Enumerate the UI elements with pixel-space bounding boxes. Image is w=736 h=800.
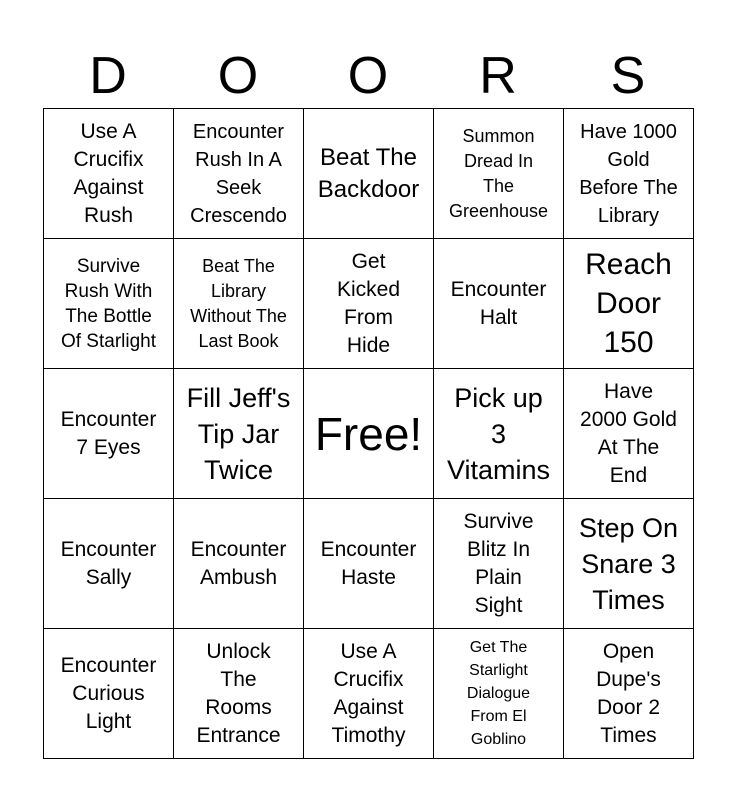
- header-letter-o-2: O: [347, 47, 389, 105]
- cell-text: Beat The Library Without The Last Book: [190, 255, 287, 351]
- cell-text: Encounter Rush In A Seek Crescendo: [190, 120, 287, 227]
- bingo-cell-r2c3[interactable]: [304, 239, 434, 369]
- cell-text: Encounter Sally: [60, 537, 157, 589]
- cell-text: Open Dupe's Door 2 Times: [596, 639, 661, 747]
- cell-text: Encounter Halt: [450, 277, 547, 329]
- cell-text: Encounter Curious Light: [60, 653, 157, 733]
- cell-text: Get The Starlight Dialogue From El Goblino: [466, 639, 531, 748]
- header-letter-r: R: [479, 47, 517, 105]
- cell-text: Pick up 3 Vitamins: [446, 382, 551, 485]
- bingo-cell-r2c5[interactable]: [564, 239, 694, 369]
- bingo-cell-r1c3[interactable]: [304, 109, 434, 239]
- bingo-cell-r3c5[interactable]: [564, 369, 694, 499]
- cell-text: Survive Blitz In Plain Sight: [463, 509, 534, 617]
- bingo-cell-r2c1[interactable]: [44, 239, 174, 369]
- cell-text: Step On Snare 3 Times: [578, 512, 679, 615]
- bingo-cell-r5c3[interactable]: [304, 629, 434, 759]
- cell-text: Get Kicked From Hide: [336, 249, 401, 357]
- header-letter-d: D: [89, 47, 127, 105]
- cell-text: Reach Door 150: [585, 248, 672, 359]
- bingo-cell-r3c1[interactable]: [44, 369, 174, 499]
- bingo-cell-r2c2[interactable]: [174, 239, 304, 369]
- bingo-cell-r5c2[interactable]: [174, 629, 304, 759]
- bingo-cell-r3c2[interactable]: [174, 369, 304, 499]
- bingo-cell-r2c4[interactable]: [434, 239, 564, 369]
- cell-text: Fill Jeff's Tip Jar Twice: [186, 382, 291, 485]
- bingo-cell-r4c5[interactable]: [564, 499, 694, 629]
- free-space: Free!: [314, 407, 423, 460]
- bingo-cell-r4c4[interactable]: [434, 499, 564, 629]
- cell-text: Encounter Ambush: [190, 537, 287, 589]
- bingo-cell-r5c5[interactable]: [564, 629, 694, 759]
- bingo-cell-r5c1[interactable]: [44, 629, 174, 759]
- cell-text: Unlock The Rooms Entrance: [196, 639, 281, 747]
- bingo-cell-r1c2[interactable]: [174, 109, 304, 239]
- header-letter-s: S: [610, 47, 646, 105]
- cell-text: Encounter Haste: [320, 537, 417, 589]
- cell-text: Use A Crucifix Against Timothy: [331, 639, 406, 747]
- bingo-cell-r3c4[interactable]: [434, 369, 564, 499]
- cell-text: Survive Rush With The Bottle Of Starlight: [60, 255, 157, 352]
- cell-text: Beat The Backdoor: [317, 143, 420, 203]
- bingo-cell-r4c3[interactable]: [304, 499, 434, 629]
- bingo-cell-r5c4[interactable]: [434, 629, 564, 759]
- cell-text: Have 1000 Gold Before The Library: [579, 120, 678, 227]
- bingo-header: [43, 44, 693, 108]
- bingo-cell-r1c4[interactable]: [434, 109, 564, 239]
- bingo-cell-r1c1[interactable]: [44, 109, 174, 239]
- header-letter-o-1: O: [217, 47, 259, 105]
- bingo-cell-r3c3[interactable]: [304, 369, 434, 499]
- cell-text: Use A Crucifix Against Rush: [73, 119, 144, 227]
- cell-text: Summon Dread In The Greenhouse: [448, 125, 549, 221]
- cell-text: Have 2000 Gold At The End: [580, 379, 677, 487]
- cell-text: Encounter 7 Eyes: [60, 407, 157, 459]
- bingo-cell-r4c1[interactable]: [44, 499, 174, 629]
- bingo-cell-r1c5[interactable]: [564, 109, 694, 239]
- bingo-cell-r4c2[interactable]: [174, 499, 304, 629]
- bingo-board: [43, 108, 694, 759]
